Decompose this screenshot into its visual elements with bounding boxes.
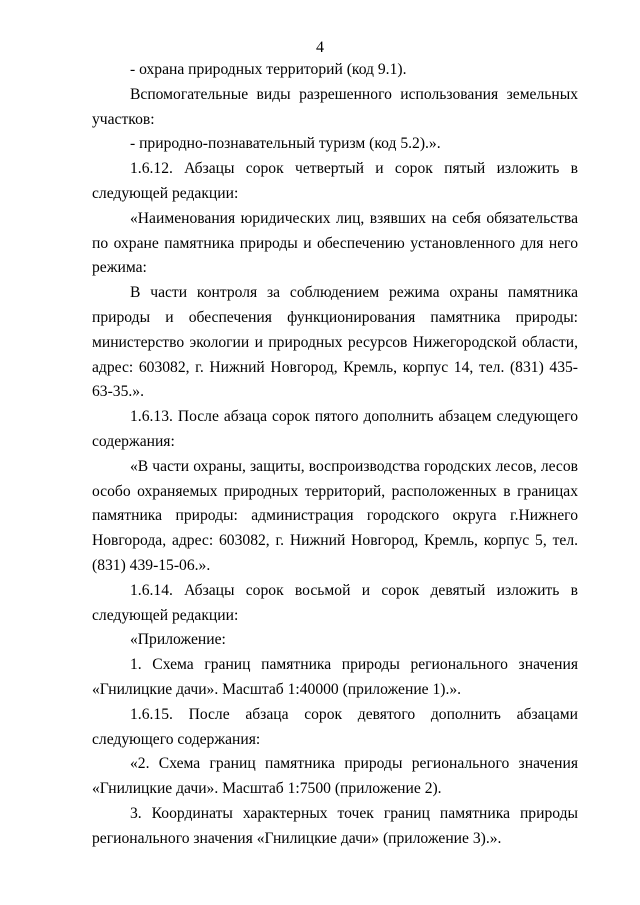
paragraph-14: 3. Координаты характерных точек границ памятника природы регионального значения «Гнилицкие дачи» (приложение 3).». bbox=[92, 804, 578, 847]
paragraph-8: «В части охраны, защиты, воспроизводства городских лесов, лесов особо охраняемых природных территорий, расположенных в границах памятника природы: администрация городского округа г.Нижнего Новгорода, адрес: 603082, г. Нижний Новгород, Кремль, корпус 5, тел. (831) 439-15-06.». bbox=[92, 457, 578, 574]
paragraph-2: Вспомогательные виды разрешенного использования земельных участков: bbox=[92, 85, 578, 128]
paragraph-13: «2. Схема границ памятника природы регионального значения «Гнилицкие дачи». Масштаб 1:7500 (приложение 2). bbox=[92, 755, 578, 798]
paragraph-12: 1.6.15. После абзаца сорок девятого дополнить абзацами следующего содержания: bbox=[92, 705, 578, 748]
document-body bbox=[92, 58, 578, 852]
paragraph-10: «Приложение: bbox=[130, 631, 226, 649]
paragraph-3: - природно-познавательный туризм (код 5.2).». bbox=[130, 135, 441, 153]
page-number: 4 bbox=[316, 39, 324, 56]
paragraph-4: 1.6.12. Абзацы сорок четвертый и сорок пятый изложить в следующей редакции: bbox=[92, 160, 578, 202]
paragraph-11: 1. Схема границ памятника природы регионального значения «Гнилицкие дачи». Масштаб 1:40000 (приложение 1).». bbox=[92, 656, 578, 698]
paragraph-5: «Наименования юридических лиц, взявших на себя обязательства по охране памятника природы и обеспечению установленного для него режима: bbox=[92, 209, 578, 277]
paragraph-7: 1.6.13. После абзаца сорок пятого дополнить абзацем следующего содержания: bbox=[92, 408, 578, 450]
paragraph-9: 1.6.14. Абзацы сорок восьмой и сорок девятый изложить в следующей редакции: bbox=[92, 581, 578, 624]
paragraph-6: В части контроля за соблюдением режима охраны памятника природы и обеспечения функционирования памятника природы: министерство экологии и природных ресурсов Нижегородской области, адрес: 603082, г. Нижний Новгород, Кремль, корпус 14, тел. (831) 435-63-35.». bbox=[92, 284, 578, 401]
paragraph-1: - охрана природных территорий (код 9.1). bbox=[130, 61, 407, 78]
